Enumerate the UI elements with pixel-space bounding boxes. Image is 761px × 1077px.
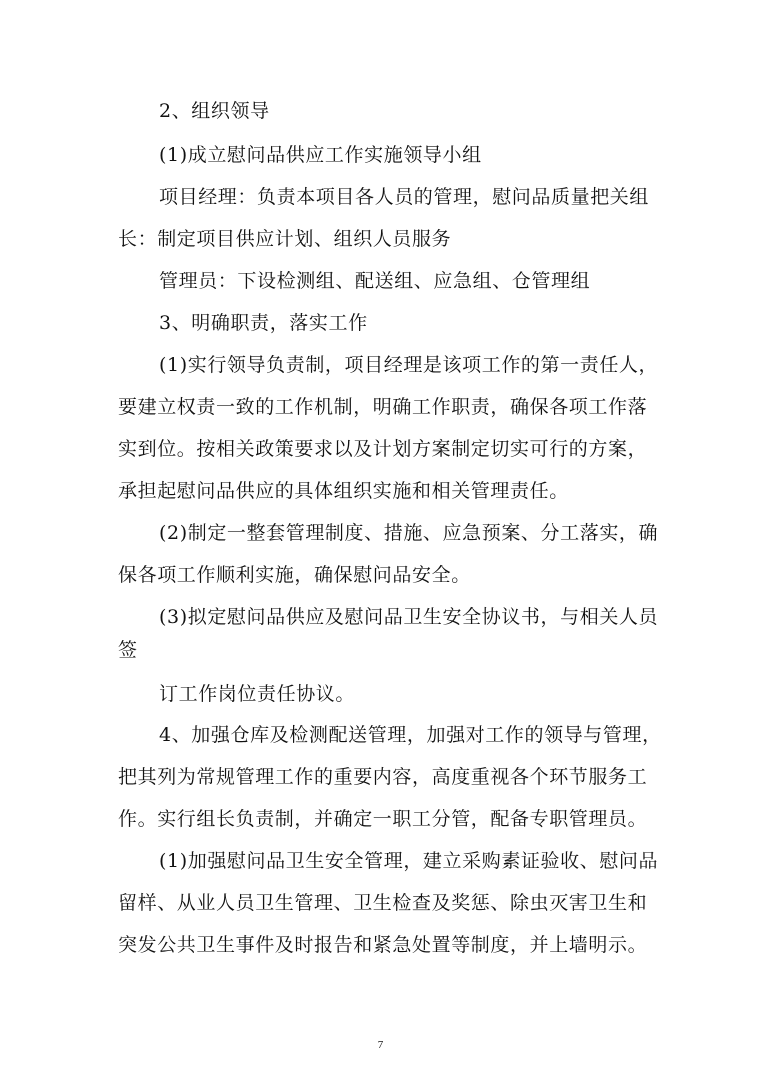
paragraph-line: 留样、从业人员卫生管理、卫生检查及奖惩、除虫灭害卫生和 [118,892,648,914]
page-number: 7 [377,1039,384,1051]
paragraph-line: 实到位。按相关政策要求以及计划方案制定切实可行的方案， [118,438,648,460]
paragraph-line: 承担起慰问品供应的具体组织实施和相关管理责任。 [118,480,569,502]
paragraph-line: (2)制定一整套管理制度、措施、应急预案、分工落实，确 [159,522,659,544]
paragraph-line: 要建立权责一致的工作机制，明确工作职责，确保各项工作落 [118,396,648,418]
heading-clarify-duties: 3、明确职责，落实工作 [159,312,368,334]
paragraph-line: 管理员：下设检测组、配送组、应急组、仓管理组 [159,270,591,292]
paragraph-line: 把其列为常规管理工作的重要内容，高度重视各个环节服务工 [118,766,648,788]
paragraph-line: 订工作岗位责任协议。 [159,683,356,705]
paragraph-line: 项目经理：负责本项目各人员的管理，慰问品质量把关组 [159,186,650,208]
paragraph-line: (1)实行领导负责制，项目经理是该项工作的第一责任人， [159,354,659,376]
paragraph-line: (1)成立慰问品供应工作实施领导小组 [159,144,482,166]
paragraph-line: (1)加强慰问品卫生安全管理，建立采购素证验收、慰问品 [159,850,659,872]
paragraph-line: (3)拟定慰问品供应及慰问品卫生安全协议书，与相关人员 [159,606,659,628]
heading-warehouse-management: 4、加强仓库及检测配送管理，加强对工作的领导与管理， [159,724,662,746]
paragraph-line: 签 [118,639,138,661]
heading-organization-leadership: 2、组织领导 [159,100,270,122]
paragraph-line: 保各项工作顺利实施，确保慰问品安全。 [118,564,471,586]
paragraph-line: 作。实行组长负责制，并确定一职工分管，配备专职管理员。 [118,808,648,830]
paragraph-line: 突发公共卫生事件及时报告和紧急处置等制度，并上墙明示。 [118,934,648,956]
paragraph-line: 长：制定项目供应计划、组织人员服务 [118,228,452,250]
